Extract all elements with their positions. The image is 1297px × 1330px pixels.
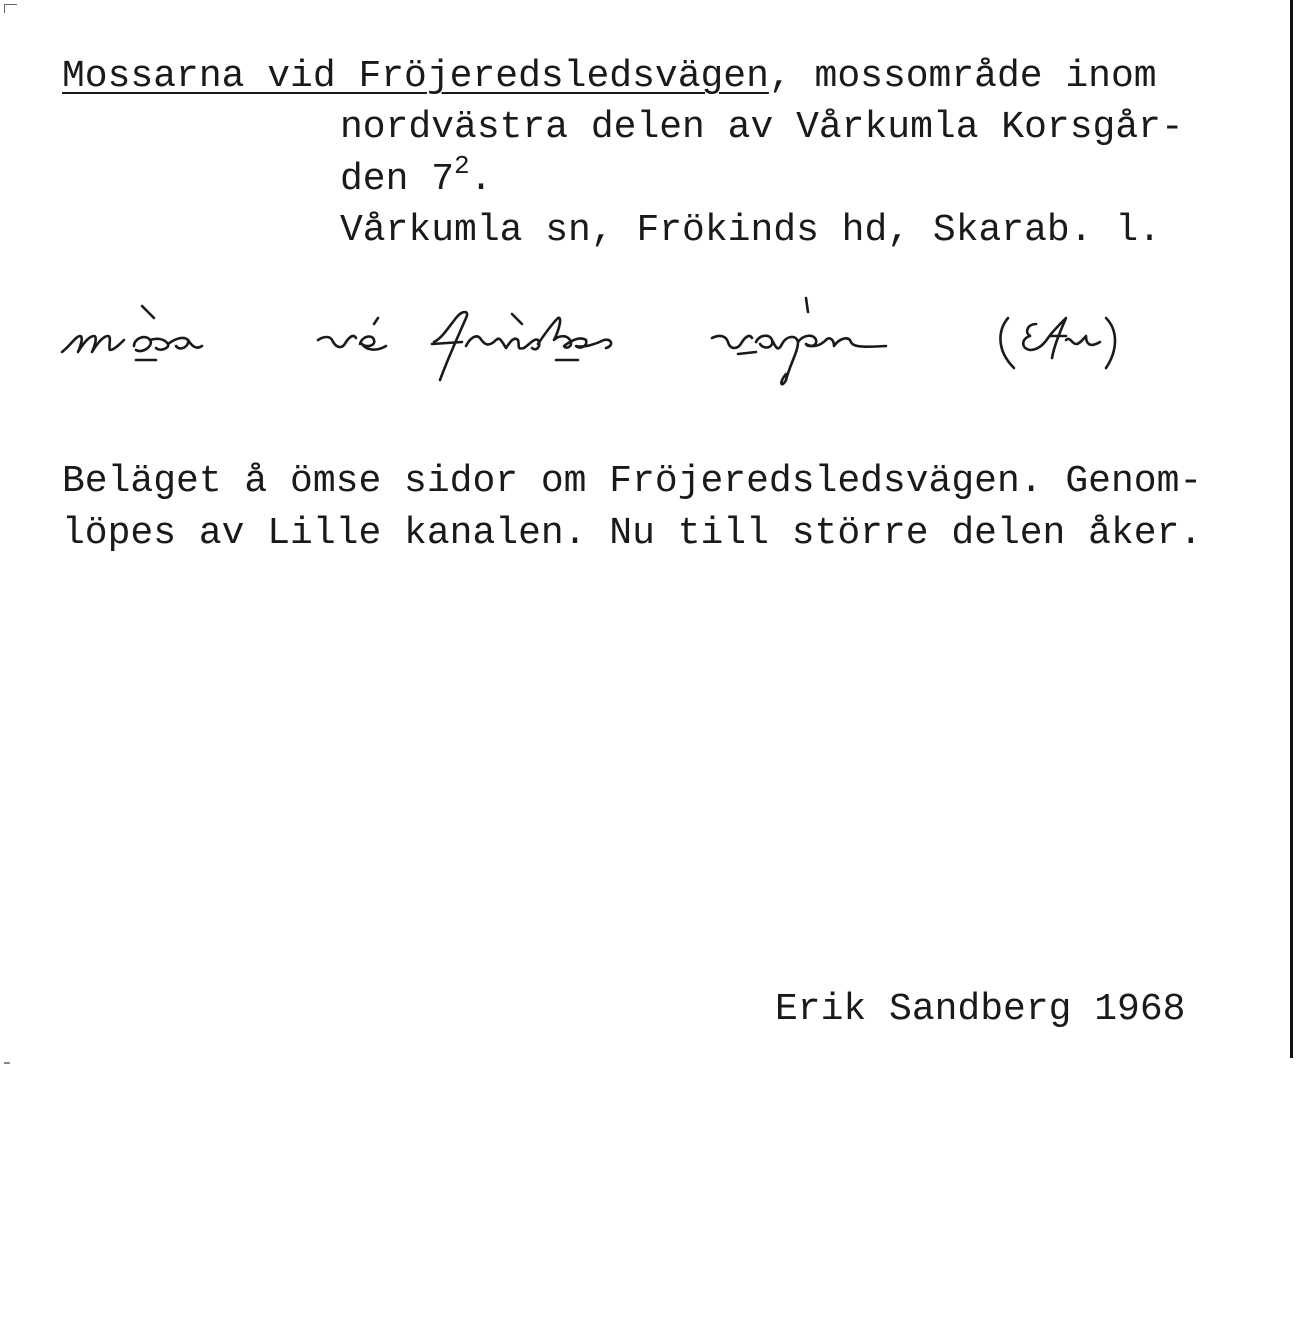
corner-mark <box>4 4 17 13</box>
handwritten-pronunciation-note <box>56 288 1186 388</box>
card-edge-tick <box>4 1062 10 1064</box>
body-text-line-1: Beläget å ömse sidor om Fröjeredsledsvägen. Genom- <box>62 460 1203 503</box>
signature-line: Erik Sandberg 1968 <box>775 988 1186 1031</box>
card-heading-line <box>62 52 1157 102</box>
location-reference-end: . <box>469 158 493 201</box>
location-reference-superscript: 2 <box>454 151 470 181</box>
body-text-line-2: löpes av Lille kanalen. Nu till större delen åker. <box>62 512 1203 555</box>
place-description-start: , mossområde inom <box>768 55 1157 98</box>
place-name-title: Mossarna vid Fröjeredsledsvägen <box>62 55 769 98</box>
handwriting-drawing <box>56 288 1186 388</box>
location-description-line: nordvästra delen av Vårkumla Korsgår- <box>340 106 1184 149</box>
parish-district-line: Vårkumla sn, Frökinds hd, Skarab. l. <box>340 209 1161 252</box>
location-reference-text: den 7 <box>340 158 455 201</box>
card-right-border <box>1290 0 1293 1058</box>
location-reference-line <box>340 151 493 205</box>
